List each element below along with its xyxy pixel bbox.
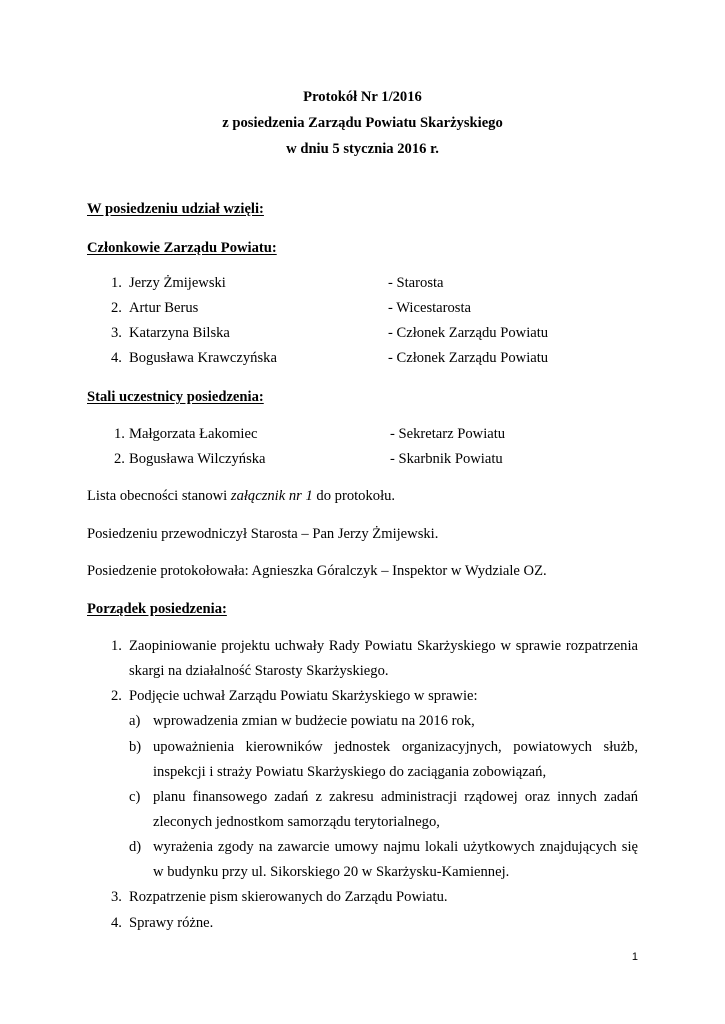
page-number: 1 bbox=[631, 951, 638, 963]
chair-note: Posiedzeniu przewodniczył Starosta – Pan Jerzy Żmijewski. bbox=[87, 526, 439, 542]
agenda-subitem-text: inspekcji i straży Powiatu Skarżyskiego do zaciągania zobowiązań, bbox=[153, 764, 547, 780]
protocol-date: w dniu 5 stycznia 2016 r. bbox=[286, 141, 439, 157]
attendance-list-note: Lista obecności stanowi załącznik nr 1 do protokołu. bbox=[87, 488, 396, 504]
agenda-heading: Porządek posiedzenia: bbox=[87, 601, 227, 617]
agenda-subitem-text: wprowadzenia zmian w budżecie powiatu na 2016 rok, bbox=[153, 713, 475, 729]
sub-letter: b) bbox=[129, 739, 142, 755]
sub-letter: c) bbox=[129, 789, 141, 805]
participant-role: - Sekretarz Powiatu bbox=[390, 426, 506, 442]
list-number: 3. bbox=[111, 325, 122, 341]
permanent-participants-heading: Stali uczestnicy posiedzenia: bbox=[87, 389, 264, 405]
member-name: Jerzy Żmijewski bbox=[129, 275, 226, 291]
protocol-subtitle: z posiedzenia Zarządu Powiatu Skarżyskiego bbox=[222, 115, 503, 131]
board-heading: Członkowie Zarządu Powiatu: bbox=[87, 240, 277, 256]
sub-letter: a) bbox=[129, 713, 141, 729]
member-name: Artur Berus bbox=[129, 300, 199, 316]
member-role: - Wicestarosta bbox=[388, 300, 472, 316]
list-number: 1. bbox=[111, 275, 122, 291]
attachment-reference: załącznik nr 1 bbox=[230, 488, 313, 504]
list-number: 2. bbox=[114, 451, 125, 467]
agenda-subitem-text: wyrażenia zgody na zawarcie umowy najmu lokali użytkowych znajdujących się bbox=[153, 839, 638, 855]
list-number: 2. bbox=[111, 688, 122, 704]
agenda-subitem-text: zleconych jednostkom samorządu terytorialnego, bbox=[153, 814, 440, 830]
protocol-title: Protokół Nr 1/2016 bbox=[303, 89, 422, 105]
list-number: 1. bbox=[111, 638, 122, 654]
list-number: 4. bbox=[111, 350, 122, 366]
member-role: - Członek Zarządu Powiatu bbox=[388, 350, 549, 366]
agenda-subitem-text: w budynku przy ul. Sikorskiego 20 w Skarżysku-Kamiennej. bbox=[153, 864, 510, 880]
recorder-note: Posiedzenie protokołowała: Agnieszka Góralczyk – Inspektor w Wydziale OZ. bbox=[87, 563, 547, 579]
participant-name: Małgorzata Łakomiec bbox=[129, 426, 258, 442]
member-name: Katarzyna Bilska bbox=[129, 325, 230, 341]
agenda-subitem-text: upoważnienia kierowników jednostek organizacyjnych, powiatowych służb, bbox=[153, 739, 638, 755]
member-role: - Członek Zarządu Powiatu bbox=[388, 325, 549, 341]
list-number: 1. bbox=[114, 426, 125, 442]
agenda-item-text: Podjęcie uchwał Zarządu Powiatu Skarżyskiego w sprawie: bbox=[129, 688, 478, 704]
agenda-item-text: skargi na działalność Starosty Skarżyskiego. bbox=[129, 663, 389, 679]
list-number: 2. bbox=[111, 300, 122, 316]
list-number: 3. bbox=[111, 889, 122, 905]
participant-name: Bogusława Wilczyńska bbox=[129, 451, 266, 467]
list-number: 4. bbox=[111, 915, 122, 931]
agenda-item-text: Zaopiniowanie projektu uchwały Rady Powiatu Skarżyskiego w sprawie rozpatrzenia bbox=[129, 638, 638, 654]
attendance-heading: W posiedzeniu udział wzięli: bbox=[87, 201, 264, 217]
agenda-item-text: Rozpatrzenie pism skierowanych do Zarządu Powiatu. bbox=[129, 889, 448, 905]
sub-letter: d) bbox=[129, 839, 142, 855]
agenda-item-text: Sprawy różne. bbox=[129, 915, 214, 931]
agenda-subitem-text: planu finansowego zadań z zakresu administracji rządowej oraz innych zadań bbox=[153, 789, 638, 805]
member-name: Bogusława Krawczyńska bbox=[129, 350, 277, 366]
member-role: - Starosta bbox=[388, 275, 444, 291]
participant-role: - Skarbnik Powiatu bbox=[390, 451, 503, 467]
